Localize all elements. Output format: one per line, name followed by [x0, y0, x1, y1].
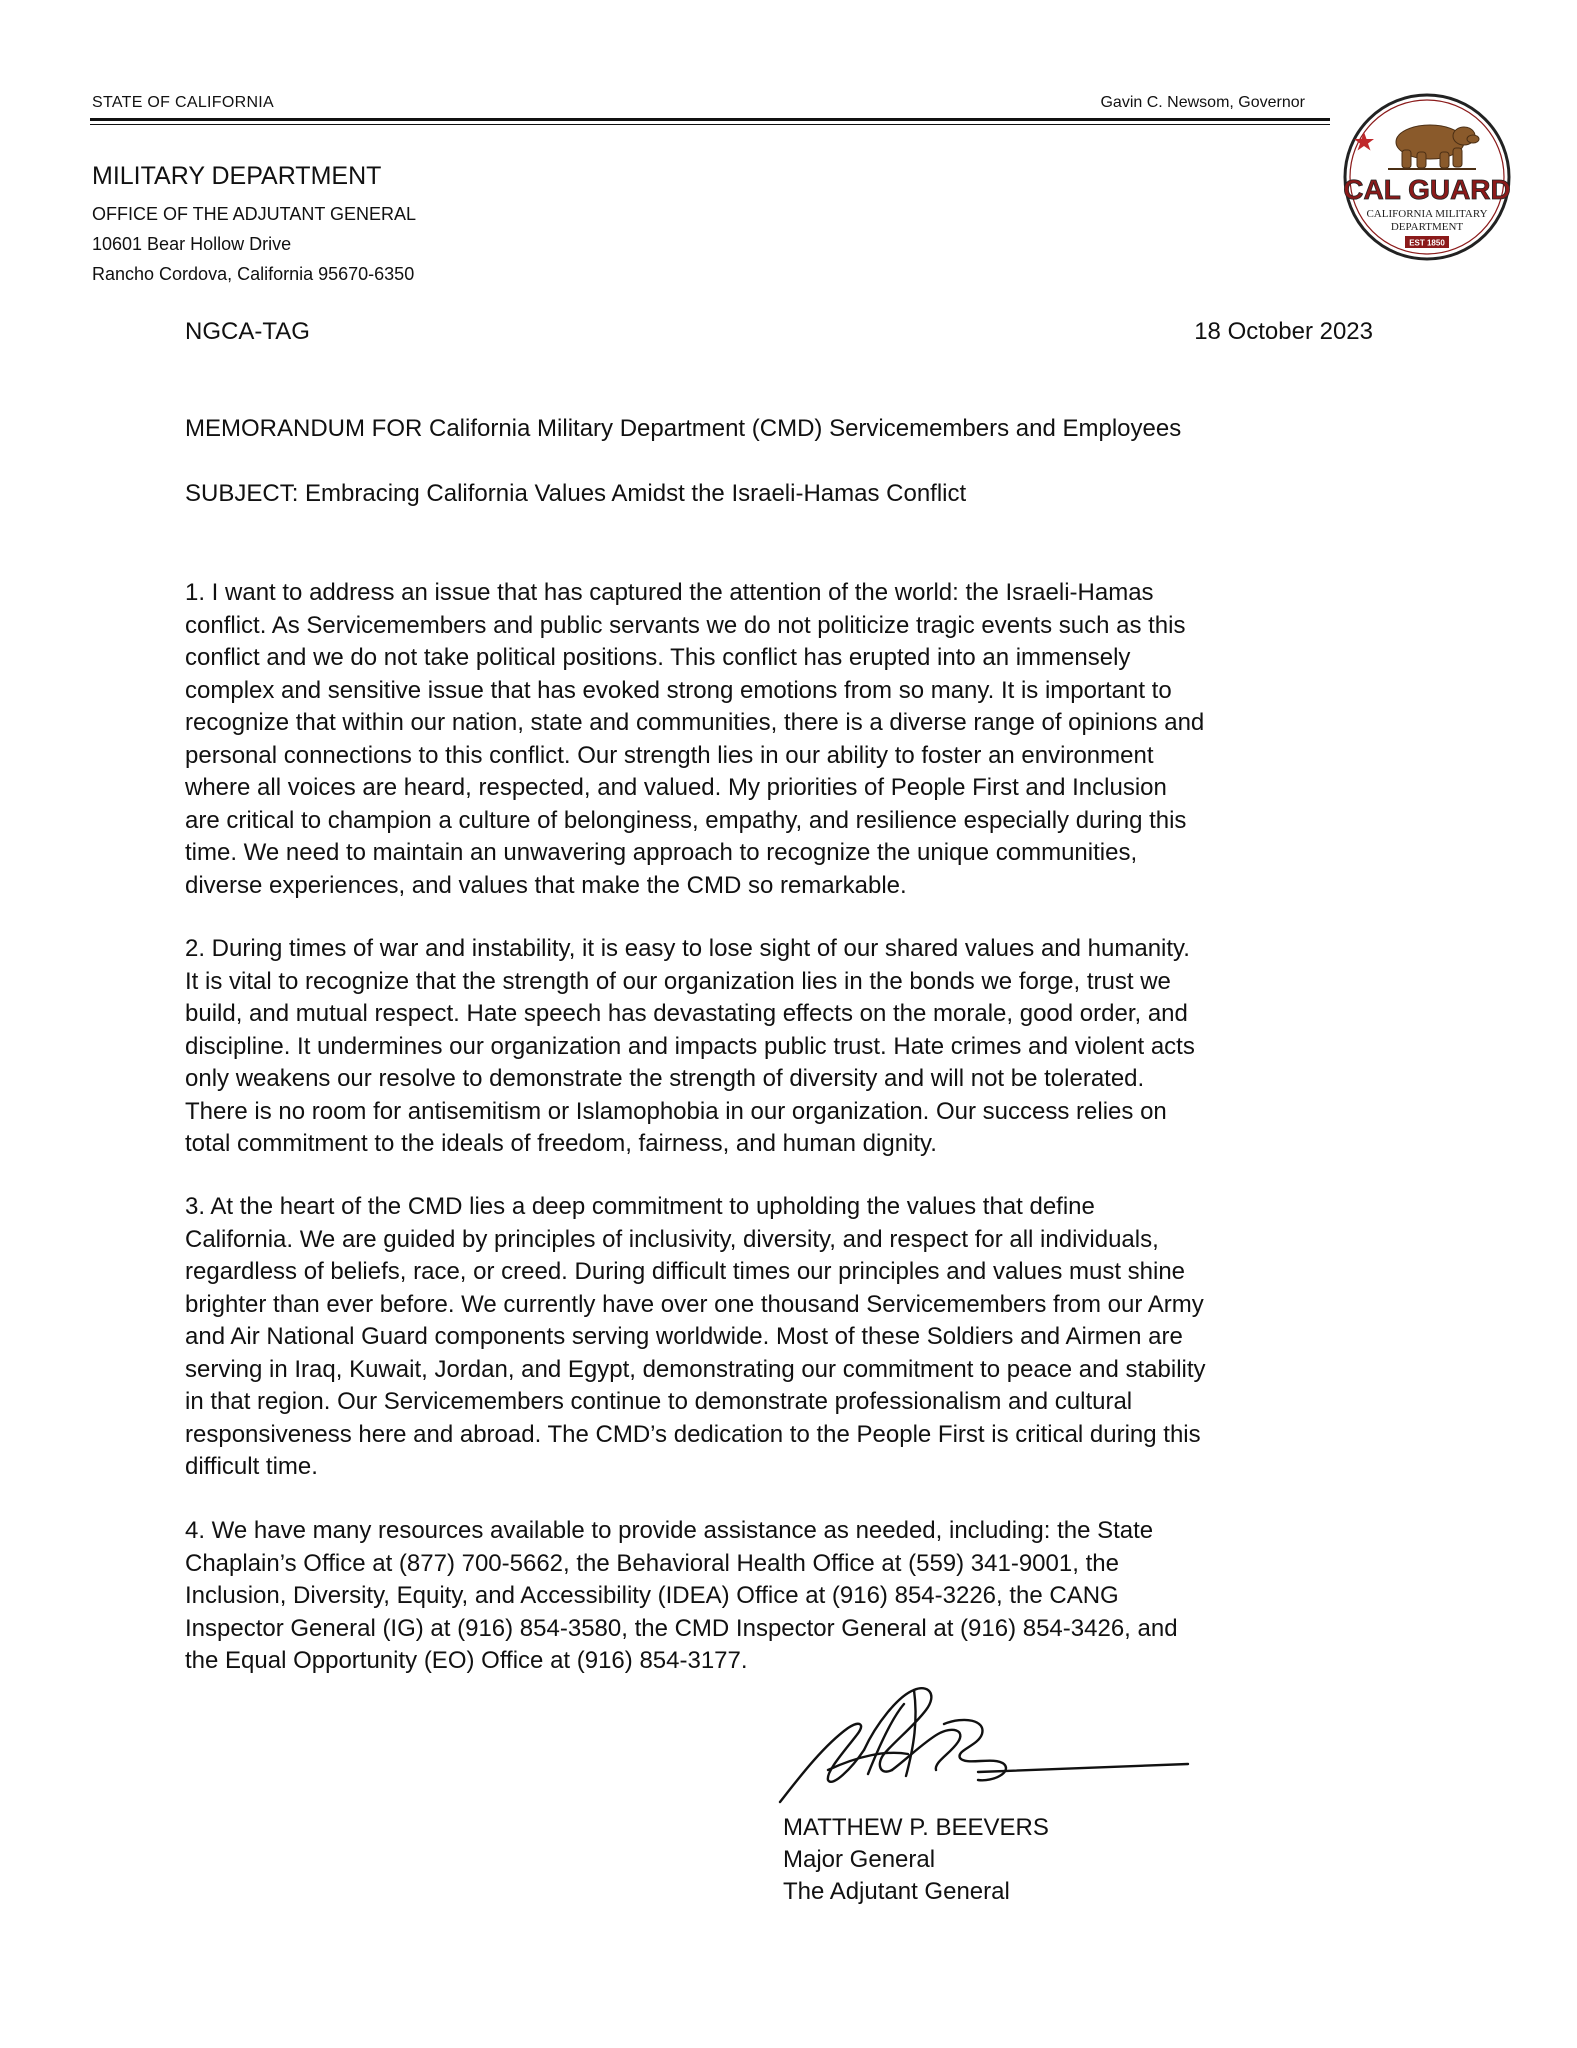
paragraph-line: discipline. It undermines our organization and impacts public trust. Hate crimes and violent acts: [185, 1032, 1195, 1060]
letterhead-governor: Gavin C. Newsom, Governor: [1100, 94, 1305, 111]
address-line-2: Rancho Cordova, California 95670-6350: [92, 264, 415, 284]
paragraph-2: [185, 933, 1385, 1161]
seal-subtitle-2: DEPARTMENT: [1390, 221, 1464, 233]
cal-guard-seal-logo: [1342, 92, 1512, 262]
paragraph-line: regardless of beliefs, race, or creed. During difficult times our principles and values must shine: [185, 1258, 1186, 1285]
paragraph-line: 2. During times of war and instability, it is easy to lose sight of our shared values and humanity.: [185, 935, 1190, 962]
paragraph-line: It is vital to recognize that the strength of our organization lies in the bonds we forge, trust we: [185, 967, 1171, 995]
paragraph-line: where all voices are heard, respected, and valued. My priorities of People First and Inclusion: [185, 774, 1167, 801]
letterhead-state: STATE OF CALIFORNIA: [92, 94, 275, 111]
paragraph-1: [185, 577, 1385, 902]
paragraph-line: There is no room for antisemitism or Islamophobia in our organization. Our success relies on: [185, 1097, 1167, 1125]
paragraph-line: recognize that within our nation, state and communities, there is a diverse range of opinions and: [185, 709, 1205, 736]
paragraph-line: serving in Iraq, Kuwait, Jordan, and Egypt, demonstrating our commitment to peace and stability: [185, 1355, 1206, 1383]
memorandum-for-line: MEMORANDUM FOR California Military Department (CMD) Servicemembers and Employees: [185, 415, 1182, 442]
paragraph-line: 4. We have many resources available to provide assistance as needed, including: the State: [185, 1517, 1154, 1544]
paragraph-line: Inspector General (IG) at (916) 854-3580, the CMD Inspector General at (916) 854-3426, and: [185, 1614, 1178, 1642]
paragraph-3: [185, 1191, 1385, 1484]
office-symbol: NGCA-TAG: [185, 318, 310, 345]
paragraph-line: in that region. Our Servicemembers continue to demonstrate professionalism and cultural: [185, 1388, 1133, 1415]
paragraph-line: only weakens our resolve to demonstrate the strength of diversity and will not be tolerated.: [185, 1065, 1145, 1092]
signer-title: The Adjutant General: [783, 1878, 1010, 1905]
paragraph-line: 1. I want to address an issue that has captured the attention of the world: the Israeli-Hamas: [185, 579, 1154, 606]
paragraph-line: the Equal Opportunity (EO) Office at (916) 854-3177.: [185, 1647, 748, 1674]
paragraph-line: time. We need to maintain an unwavering approach to recognize the unique communities,: [185, 839, 1138, 866]
paragraph-line: are critical to champion a culture of belonginess, empathy, and resilience especially during this: [185, 806, 1187, 834]
paragraph-line: and Air National Guard components serving worldwide. Most of these Soldiers and Airmen are: [185, 1323, 1183, 1350]
handwritten-signature: [768, 1684, 1198, 1812]
address-line-1: 10601 Bear Hollow Drive: [92, 234, 292, 254]
paragraph-line: diverse experiences, and values that make the CMD so remarkable.: [185, 871, 907, 899]
letterhead-organization: [92, 162, 416, 289]
paragraph-line: conflict and we do not take political positions. This conflict has erupted into an immensely: [185, 644, 1131, 671]
paragraph-4: [185, 1515, 1385, 1678]
department-name: MILITARY DEPARTMENT: [92, 162, 382, 190]
signer-rank: Major General: [783, 1846, 936, 1873]
paragraph-line: difficult time.: [185, 1453, 318, 1480]
signer-name: MATTHEW P. BEEVERS: [783, 1814, 1049, 1841]
seal-subtitle-1: CALIFORNIA MILITARY: [1366, 208, 1488, 220]
paragraph-line: California. We are guided by principles of inclusivity, diversity, and respect for all individuals,: [185, 1225, 1159, 1253]
office-name: OFFICE OF THE ADJUTANT GENERAL: [92, 204, 417, 224]
paragraph-line: total commitment to the ideals of freedom, fairness, and human dignity.: [185, 1130, 937, 1157]
paragraph-line: conflict. As Servicemembers and public servants we do not politicize tragic events such as this: [185, 611, 1186, 639]
memo-date: 18 October 2023: [1194, 318, 1373, 345]
paragraph-line: build, and mutual respect. Hate speech has devastating effects on the morale, good order, and: [185, 1000, 1188, 1027]
paragraph-line: complex and sensitive issue that has evoked strong emotions from so many. It is important to: [185, 676, 1172, 704]
signature-block: [783, 1812, 1049, 1908]
paragraph-line: brighter than ever before. We currently have over one thousand Servicemembers from our Army: [185, 1290, 1204, 1318]
header-rule-thick: [90, 118, 1330, 121]
paragraph-line: responsiveness here and abroad. The CMD’s dedication to the People First is critical during this: [185, 1420, 1201, 1448]
paragraph-line: Inclusion, Diversity, Equity, and Accessibility (IDEA) Office at (916) 854-3226, the CANG: [185, 1582, 1119, 1609]
subject-line: SUBJECT: Embracing California Values Amidst the Israeli-Hamas Conflict: [185, 480, 967, 507]
header-rule-thin: [90, 124, 1330, 125]
paragraph-line: Chaplain’s Office at (877) 700-5662, the Behavioral Health Office at (559) 341-9001, the: [185, 1549, 1119, 1577]
seal-name: CAL GUARD: [1343, 174, 1511, 205]
seal-established: EST 1850: [1409, 238, 1445, 248]
paragraph-line: 3. At the heart of the CMD lies a deep commitment to upholding the values that define: [185, 1193, 1095, 1220]
paragraph-line: personal connections to this conflict. Our strength lies in our ability to foster an environment: [185, 741, 1154, 769]
